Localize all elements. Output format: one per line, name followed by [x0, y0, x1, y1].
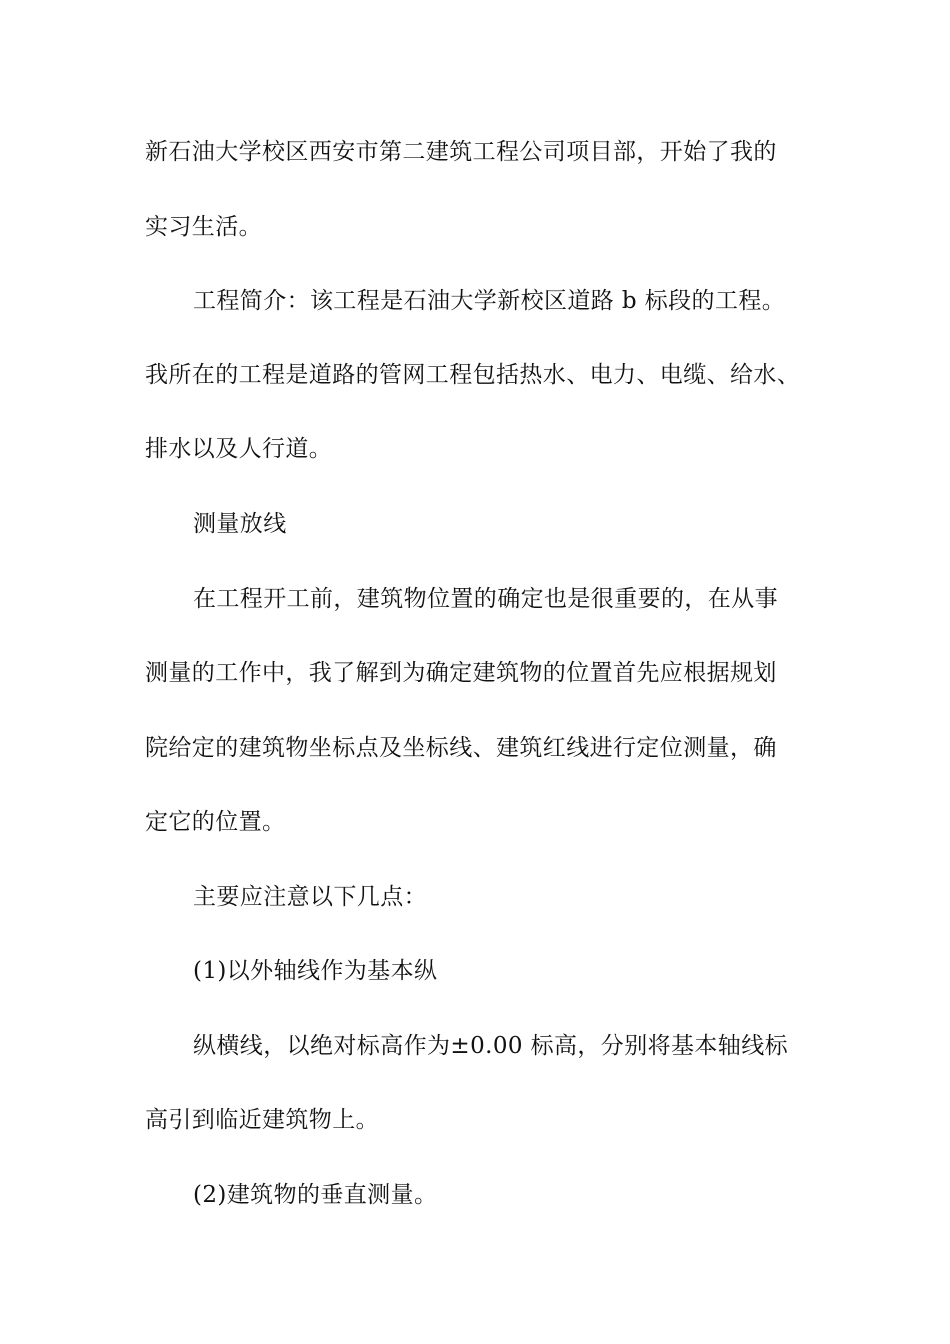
paragraph-line-11: 主要应注意以下几点： — [193, 884, 427, 910]
paragraph-line-13: 纵横线，以绝对标高作为±0.00 标高，分别将基本轴线标 — [193, 1033, 788, 1059]
paragraph-line-3: 工程简介：该工程是石油大学新校区道路 b 标段的工程。 — [193, 288, 786, 314]
section-heading-survey: 测量放线 — [193, 511, 287, 537]
paragraph-line-1: 新石油大学校区西安市第二建筑工程公司项目部，开始了我的 — [145, 139, 777, 165]
paragraph-line-9: 院给定的建筑物坐标点及坐标线、建筑红线进行定位测量，确 — [145, 735, 777, 761]
paragraph-line-14: 高引到临近建筑物上。 — [145, 1107, 379, 1133]
paragraph-line-10: 定它的位置。 — [145, 809, 286, 835]
paragraph-line-2: 实习生活。 — [145, 214, 262, 240]
paragraph-line-8: 测量的工作中，我了解到为确定建筑物的位置首先应根据规划 — [145, 660, 777, 686]
paragraph-line-7: 在工程开工前，建筑物位置的确定也是很重要的，在从事 — [193, 586, 778, 612]
list-item-1: (1)以外轴线作为基本纵 — [193, 958, 438, 984]
paragraph-line-5: 排水以及人行道。 — [145, 436, 333, 462]
paragraph-line-4: 我所在的工程是道路的管网工程包括热水、电力、电缆、给水、 — [145, 362, 801, 388]
list-item-2: (2)建筑物的垂直测量。 — [193, 1182, 438, 1208]
